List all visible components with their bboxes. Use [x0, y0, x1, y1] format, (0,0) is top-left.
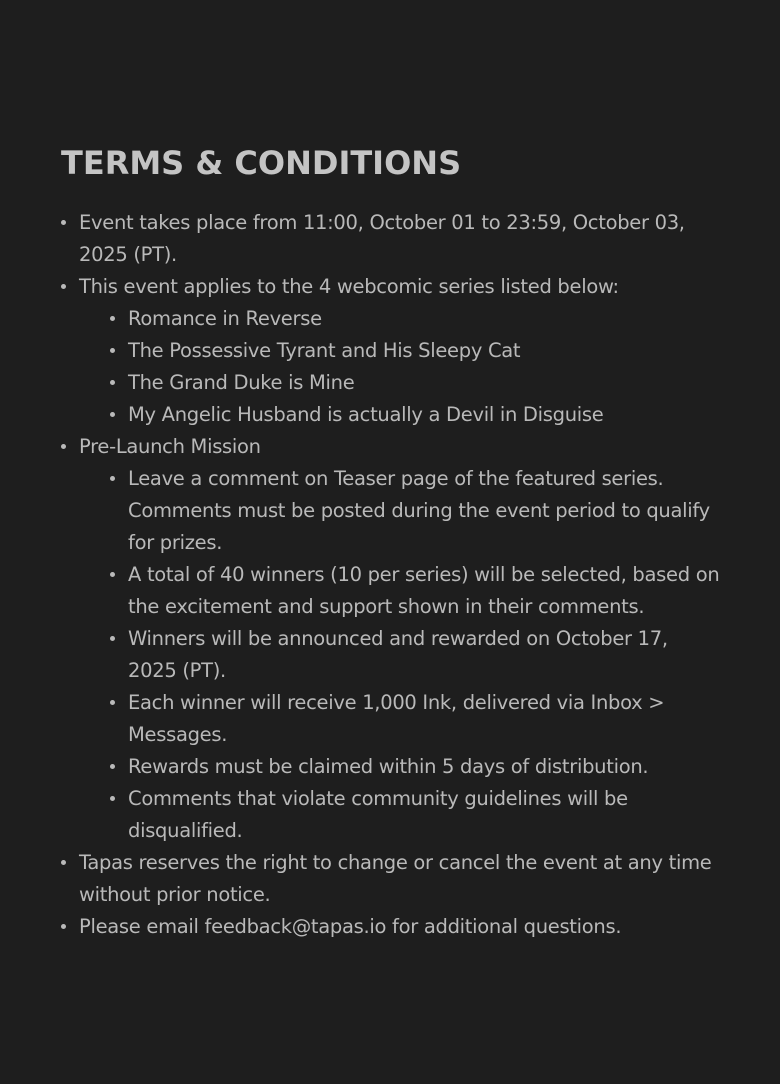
- bullet-icon: [110, 636, 115, 641]
- mission-rule: [97, 687, 721, 751]
- series-item: [97, 303, 721, 335]
- rule-text: Each winner will receive 1,000 Ink, delivered via Inbox > Messages.: [128, 691, 665, 746]
- mission-rule: [97, 623, 721, 687]
- rule-text: A total of 40 winners (10 per series) will be selected, based on the excitement and support shown in their comments.: [128, 563, 720, 618]
- terms-heading: TERMS & CONDITIONS: [61, 144, 462, 182]
- bullet-icon: [110, 316, 115, 321]
- term-item-mission: [61, 431, 721, 847]
- bullet-icon: [61, 220, 66, 225]
- series-item: [97, 399, 721, 431]
- bullet-icon: [61, 444, 66, 449]
- bullet-icon: [110, 348, 115, 353]
- terms-list: [61, 207, 721, 943]
- term-item-series: [61, 271, 721, 431]
- series-item: [97, 367, 721, 399]
- term-item-reservation: [61, 847, 721, 911]
- series-title: My Angelic Husband is actually a Devil in Disguise: [128, 403, 604, 426]
- series-title: The Grand Duke is Mine: [128, 371, 355, 394]
- bullet-icon: [61, 860, 66, 865]
- mission-rules-list: [79, 463, 721, 847]
- series-title: The Possessive Tyrant and His Sleepy Cat: [128, 339, 521, 362]
- bullet-icon: [61, 284, 66, 289]
- term-text: Pre-Launch Mission: [79, 435, 261, 458]
- bullet-icon: [110, 764, 115, 769]
- rule-text: Leave a comment on Teaser page of the featured series. Comments must be posted during the event period to qualify for prizes.: [128, 467, 710, 554]
- rule-text: Comments that violate community guidelines will be disqualified.: [128, 787, 628, 842]
- bullet-icon: [110, 412, 115, 417]
- term-item-event-dates: [61, 207, 721, 271]
- bullet-icon: [110, 700, 115, 705]
- series-list: [79, 303, 721, 431]
- mission-rule: [97, 751, 721, 783]
- bullet-icon: [110, 380, 115, 385]
- series-item: [97, 335, 721, 367]
- terms-section: [61, 141, 721, 943]
- bullet-icon: [110, 476, 115, 481]
- term-text: Tapas reserves the right to change or cancel the event at any time without prior notice.: [79, 851, 712, 906]
- mission-rule: [97, 783, 721, 847]
- term-item-contact: [61, 911, 721, 943]
- mission-rule: [97, 559, 721, 623]
- term-text: Event takes place from 11:00, October 01 to 23:59, October 03, 2025 (PT).: [79, 211, 685, 266]
- bullet-icon: [61, 924, 66, 929]
- term-text: Please email feedback@tapas.io for additional questions.: [79, 915, 622, 938]
- bullet-icon: [110, 796, 115, 801]
- term-text: This event applies to the 4 webcomic series listed below:: [79, 275, 619, 298]
- bullet-icon: [110, 572, 115, 577]
- mission-rule: [97, 463, 721, 559]
- rule-text: Winners will be announced and rewarded on October 17, 2025 (PT).: [128, 627, 668, 682]
- series-title: Romance in Reverse: [128, 307, 322, 330]
- rule-text: Rewards must be claimed within 5 days of distribution.: [128, 755, 649, 778]
